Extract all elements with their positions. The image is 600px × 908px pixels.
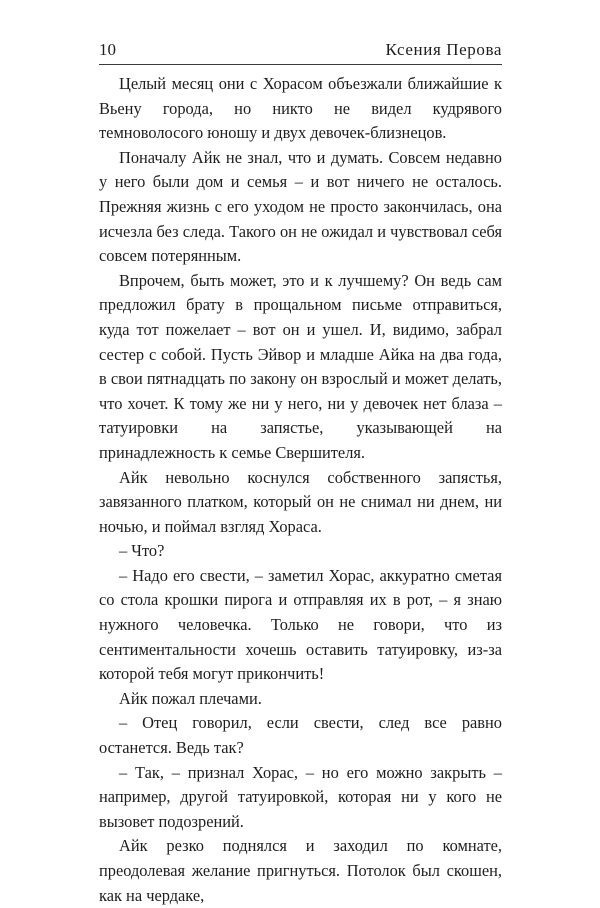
dialogue-line: – Отец говорил, если свести, след все равно останется. Ведь так? <box>99 713 502 758</box>
paragraph: Поначалу Айк не знал, что и думать. Совсем недавно у него были дом и семья – и вот ничего не осталось. Прежняя жизнь с его уходом не просто закончилась, она исчезла без следа. Такого он не ожидал и чувствовал себя совсем потерянным. <box>99 147 502 266</box>
dialogue-line: – Так, – признал Хорас, – но его можно закрыть – например, другой татуировкой, которая ни у кого не вызовет подозрений. <box>99 762 502 831</box>
author-name: Ксения Перова <box>385 40 502 59</box>
paragraph: Айк невольно коснулся собственного запястья, завязанного платком, который он не снимал ни днем, ни ночью, и поймал взгляд Хораса. <box>99 467 502 536</box>
running-header <box>99 40 502 64</box>
paragraph: Айк резко поднялся и заходил по комнате, преодолевая желание пригнуться. Потолок был скошен, как на чердаке, <box>99 836 502 905</box>
header-divider <box>99 64 502 65</box>
dialogue-line: – Надо его свести, – заметил Хорас, аккуратно сметая со стола крошки пирога и отправляя их в рот, – я знаю нужного человечка. Только не говори, что из сентиментальности хочешь оставить татуировку, из-за которой тебя могут прикончить! <box>99 565 502 684</box>
paragraph: Впрочем, быть может, это и к лучшему? Он ведь сам предложил брату в прощальном письме отправиться, куда тот пожелает – вот он и ушел. И, видимо, забрал сестер с собой. Пусть Эйвор и младше Айка на два года, в свои пятнадцать по закону он взрослый и может делать, что хочет. К тому же ни у него, ни у девочек нет блаза – татуировки на запястье, указывающей на принадлежность к семье Свершителя. <box>99 270 502 462</box>
body-text <box>99 72 502 908</box>
paragraph: Целый месяц они с Хорасом объезжали ближайшие к Вьену города, но никто не видел кудрявого темноволосого юношу и двух девочек-близнецов. <box>99 74 502 143</box>
dialogue-line: – Что? <box>119 541 165 561</box>
paragraph: Айк пожал плечами. <box>119 688 262 708</box>
page-number: 10 <box>99 40 116 59</box>
